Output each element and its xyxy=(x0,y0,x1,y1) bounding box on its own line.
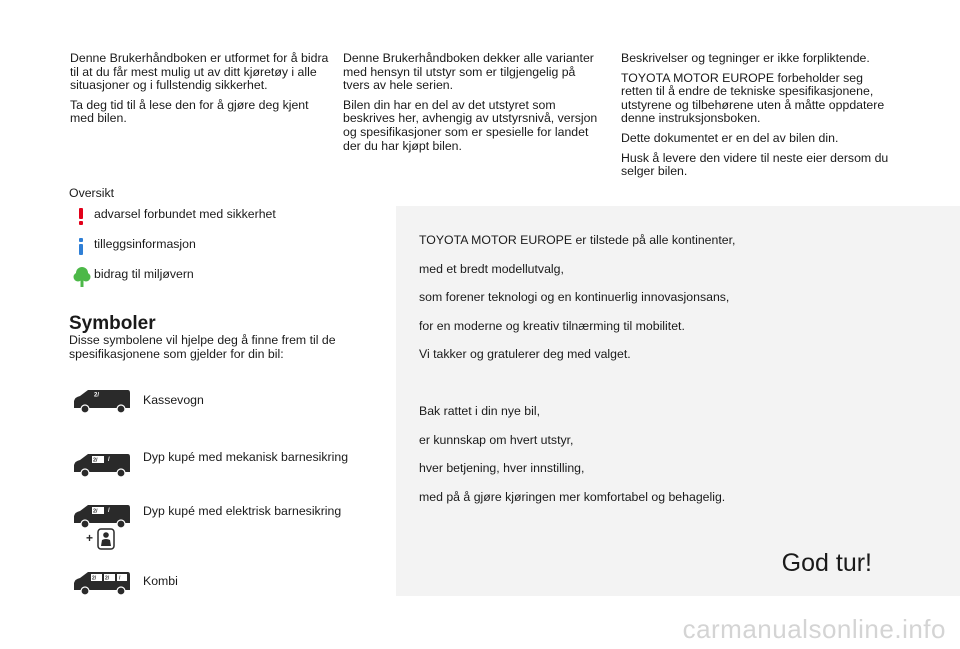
vehicle-label: Dyp kupé med elektrisk barnesikring xyxy=(143,504,342,518)
intro-paragraph: Denne Brukerhåndboken dekker alle varianter med hensyn til utstyr som er tilgjengelig på tvers av hele serien. xyxy=(343,51,594,93)
electric-child-lock-icon xyxy=(86,528,116,555)
farewell-text: God tur! xyxy=(781,549,872,577)
vehicle-label: Kassevogn xyxy=(143,393,204,407)
watermark: carmanualsonline.info xyxy=(682,614,946,644)
symbols-intro: Disse symbolene vil hjelpe deg å finne frem til de spesifikasjonene som gjelder for din bil: xyxy=(69,333,336,361)
panel-line: for en moderne og kreativ tilnærming til mobilitet. xyxy=(419,319,685,333)
intro-paragraph: TOYOTA MOTOR EUROPE forbeholder seg retten til å endre de tekniske spesifikasjonene, utstyrene og tilbehørene uten å måtte oppdatere denne instruksjonsboken. xyxy=(621,70,885,126)
combi-van-icon xyxy=(72,570,132,596)
panel-line: TOYOTA MOTOR EUROPE er tilstede på alle kontinenter, xyxy=(419,233,736,247)
svg-text:2/: 2/ xyxy=(105,575,110,582)
svg-text:/: / xyxy=(108,457,110,463)
panel-line: med et bredt modellutvalg, xyxy=(419,262,564,276)
intro-paragraph: Bilen din har en del av det utstyret som beskrives her, avhengig av utstyrsnivå, versjon og spesifikasjoner som er spesielle for landet der du har kjøpt bilen. xyxy=(343,97,598,153)
panel-line: er kunnskap om hvert utstyr, xyxy=(419,433,574,447)
svg-text:2/: 2/ xyxy=(92,575,97,582)
intro-column-2 xyxy=(343,52,605,159)
tree-icon xyxy=(73,266,89,286)
svg-text:+: + xyxy=(86,531,94,545)
overview-label: tilleggsinformasjon xyxy=(94,237,196,251)
panel-line: Vi takker og gratulerer deg med valget. xyxy=(419,347,631,361)
intro-paragraph: Ta deg tid til å lese den for å gjøre deg kjent med bilen. xyxy=(70,97,309,126)
overview-label: advarsel forbundet med sikkerhet xyxy=(94,207,276,221)
symbols-title: Symboler xyxy=(69,313,156,334)
overview-title: Oversikt xyxy=(69,186,115,200)
van-icon xyxy=(72,388,132,414)
crew-cab-van-icon xyxy=(72,452,132,478)
svg-text:/: / xyxy=(108,508,110,514)
panel-line: Bak rattet i din nye bil, xyxy=(419,404,540,418)
overview-label: bidrag til miljøvern xyxy=(94,267,194,281)
warning-exclamation-icon xyxy=(73,206,89,226)
crew-cab-van-icon xyxy=(72,503,132,529)
welcome-panel xyxy=(396,206,960,596)
svg-text:/: / xyxy=(119,575,121,582)
svg-text:2/: 2/ xyxy=(93,508,98,515)
intro-column-3 xyxy=(621,52,896,185)
panel-line: som forener teknologi og en kontinuerlig innovasjonsans, xyxy=(419,290,730,304)
panel-line: hver betjening, hver innstilling, xyxy=(419,461,585,475)
svg-text:2/: 2/ xyxy=(94,392,100,399)
intro-column-1 xyxy=(70,52,332,132)
vehicle-label: Kombi xyxy=(143,574,178,588)
info-i-icon xyxy=(73,236,89,256)
intro-paragraph: Dette dokumentet er en del av bilen din. xyxy=(621,130,839,145)
svg-text:2/: 2/ xyxy=(93,457,98,464)
intro-paragraph: Denne Brukerhåndboken er utformet for å bidra til at du får mest mulig ut av ditt kjøretøy i alle situasjoner og i fullstendig sikkerhet. xyxy=(70,51,329,93)
vehicle-label: Dyp kupé med mekanisk barnesikring xyxy=(143,450,349,464)
intro-paragraph: Husk å levere den videre til neste eier dersom du selger bilen. xyxy=(621,150,889,179)
intro-paragraph: Beskrivelser og tegninger er ikke forpliktende. xyxy=(621,51,870,65)
panel-line: med på å gjøre kjøringen mer komfortabel og behagelig. xyxy=(419,490,726,504)
